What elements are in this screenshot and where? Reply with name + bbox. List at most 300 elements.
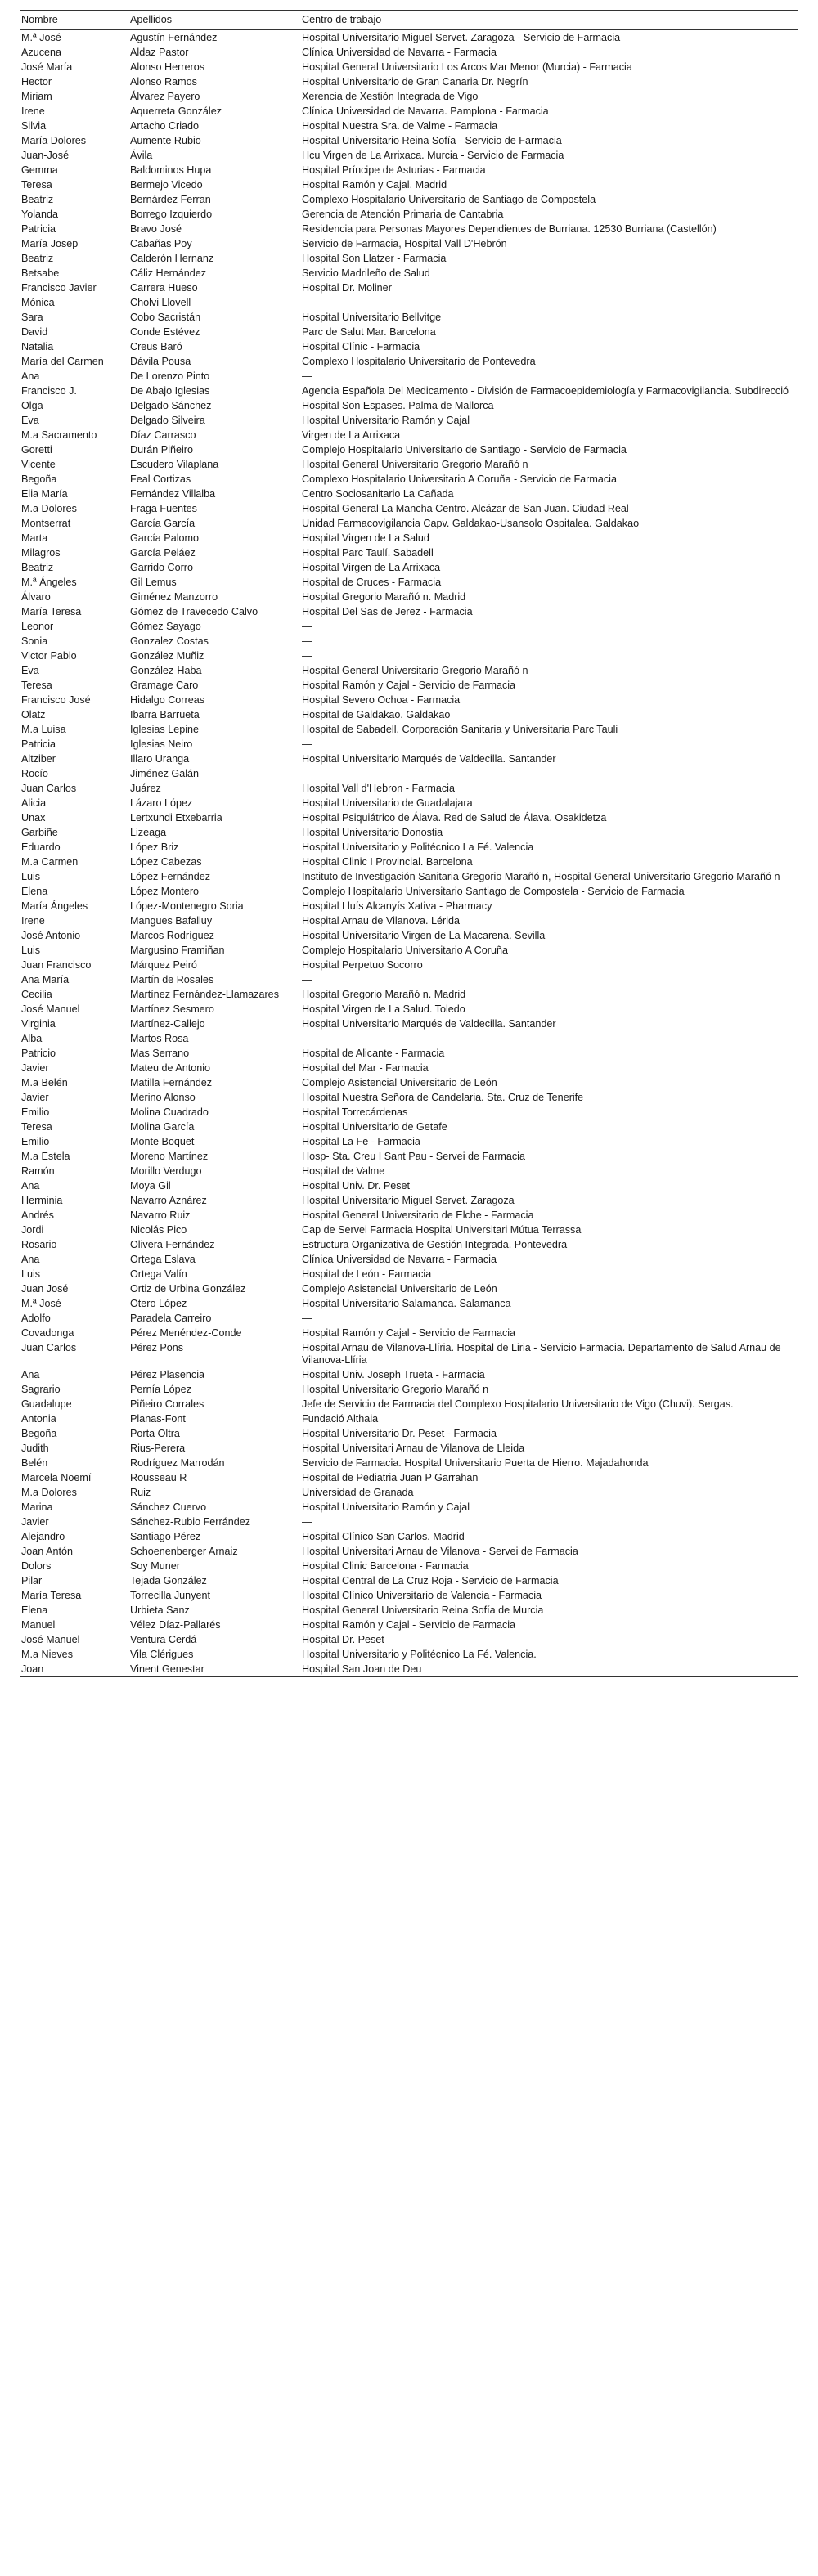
- cell-name: Patricio: [21, 1047, 56, 1059]
- cell-name: Eduardo: [21, 841, 61, 853]
- cell-workplace: Hospital de Galdakao. Galdakao: [302, 708, 451, 720]
- table-row: [20, 825, 798, 840]
- table-row: [20, 1164, 798, 1178]
- cell-surname: Gómez de Travecedo Calvo: [130, 605, 258, 617]
- cell-workplace: Hospital Virgen de La Salud. Toledo: [302, 1003, 465, 1015]
- table-row: [20, 516, 798, 531]
- cell-workplace: Instituto de Investigación Sanitaria Gregorio Marañó n, Hospital General Universitario Gregorio Marañó n: [302, 870, 780, 882]
- cell-workplace: Hospital Universitario Dr. Peset - Farmacia: [302, 1427, 497, 1439]
- cell-workplace: Hospital de Alicante - Farmacia: [302, 1047, 445, 1059]
- cell-workplace: Hospital Universitario y Politécnico La Fé. Valencia: [302, 841, 534, 853]
- cell-surname: Paradela Carreiro: [130, 1312, 212, 1324]
- cell-surname: Ventura Cerdá: [130, 1633, 197, 1645]
- cell-workplace: Hospital Universitari Arnau de Vilanova de Lleida: [302, 1442, 525, 1454]
- cell-name: Alejandro: [21, 1530, 65, 1542]
- cell-surname: Planas-Font: [130, 1412, 186, 1425]
- cell-workplace: Hospital General Universitario Los Arcos Mar Menor (Murcia) - Farmacia: [302, 61, 632, 73]
- cell-workplace: Hospital Universitari Arnau de Vilanova - Servei de Farmacia: [302, 1545, 578, 1557]
- cell-surname: Iglesias Neiro: [130, 738, 193, 750]
- cell-name: Luis: [21, 870, 41, 882]
- cell-workplace: Parc de Salut Mar. Barcelona: [302, 325, 436, 338]
- cell-workplace: Hospital Clinic I Provincial. Barcelona: [302, 855, 473, 868]
- table-row: [20, 1340, 798, 1367]
- cell-surname: Moreno Martínez: [130, 1150, 209, 1162]
- cell-name: Ana María: [21, 973, 70, 985]
- cell-workplace: —: [302, 767, 312, 779]
- table-row: [20, 487, 798, 501]
- cell-name: M.a Estela: [21, 1150, 70, 1162]
- cell-surname: Álvarez Payero: [130, 90, 200, 102]
- cell-surname: Molina Cuadrado: [130, 1106, 209, 1118]
- cell-surname: Ortega Eslava: [130, 1253, 196, 1265]
- table-row: [20, 1397, 798, 1411]
- cell-surname: Bernárdez Ferran: [130, 193, 211, 205]
- cell-name: Juan Carlos: [21, 782, 77, 794]
- cell-surname: Aldaz Pastor: [130, 46, 189, 58]
- cell-surname: Escudero Vilaplana: [130, 458, 219, 470]
- table-row: [20, 119, 798, 133]
- cell-workplace: Unidad Farmacovigilancia Capv. Galdakao-Usansolo Ospitalea. Galdakao: [302, 517, 640, 529]
- header-workplace: Centro de trabajo: [302, 14, 382, 25]
- cell-name: María Teresa: [21, 605, 82, 617]
- cell-name: M.ª Ángeles: [21, 576, 77, 588]
- cell-workplace: Hospital Universitario Miguel Servet. Zaragoza: [302, 1194, 515, 1206]
- cell-surname: Aquerreta González: [130, 105, 222, 117]
- cell-workplace: Hospital Virgen de La Arrixaca: [302, 561, 441, 573]
- cell-name: Juan Francisco: [21, 958, 92, 971]
- cell-surname: Feal Cortizas: [130, 473, 191, 485]
- cell-workplace: Hospital Universitario Marqués de Valdecilla. Santander: [302, 1017, 556, 1030]
- cell-workplace: Hospital Universitario y Politécnico La Fé. Valencia.: [302, 1648, 537, 1660]
- cell-surname: Iglesias Lepine: [130, 723, 200, 735]
- cell-name: Irene: [21, 105, 45, 117]
- table-row: [20, 560, 798, 575]
- cell-workplace: Hospital Univ. Dr. Peset: [302, 1179, 411, 1192]
- cell-name: Teresa: [21, 1120, 52, 1133]
- cell-surname: Mas Serrano: [130, 1047, 190, 1059]
- cell-name: M.a Dolores: [21, 502, 77, 514]
- cell-name: Javier: [21, 1061, 49, 1074]
- cell-workplace: —: [302, 296, 312, 308]
- table-row: [20, 855, 798, 869]
- cell-name: Luis: [21, 1268, 41, 1280]
- cell-surname: Lizeaga: [130, 826, 167, 838]
- table-row: [20, 972, 798, 987]
- cell-surname: García García: [130, 517, 196, 529]
- cell-surname: Mateu de Antonio: [130, 1061, 211, 1074]
- cell-workplace: Hospital de Sabadell. Corporación Sanitaria y Universitaria Parc Tauli: [302, 723, 618, 735]
- cell-surname: Pérez Plasencia: [130, 1368, 205, 1380]
- cell-name: María del Carmen: [21, 355, 104, 367]
- cell-name: Marina: [21, 1501, 53, 1513]
- cell-workplace: —: [302, 973, 312, 985]
- cell-workplace: Hospital General La Mancha Centro. Alcázar de San Juan. Ciudad Real: [302, 502, 629, 514]
- cell-workplace: Hospital Universitario Bellvitge: [302, 311, 442, 323]
- cell-surname: Martín de Rosales: [130, 973, 214, 985]
- table-row: [20, 1237, 798, 1252]
- cell-surname: Nicolás Pico: [130, 1223, 187, 1236]
- cell-surname: Olivera Fernández: [130, 1238, 215, 1250]
- cell-name: M.a Belén: [21, 1076, 68, 1088]
- cell-workplace: Hospital Clínico San Carlos. Madrid: [302, 1530, 465, 1542]
- cell-surname: López Montero: [130, 885, 200, 897]
- table-row: [20, 472, 798, 487]
- table-row: [20, 531, 798, 545]
- cell-workplace: Clínica Universidad de Navarra. Pamplona - Farmacia: [302, 105, 549, 117]
- table-row: [20, 869, 798, 884]
- cell-surname: Conde Estévez: [130, 325, 200, 338]
- cell-workplace: Servicio Madrileño de Salud: [302, 267, 430, 279]
- table-row: [20, 604, 798, 619]
- table-row: [20, 1120, 798, 1134]
- cell-workplace: —: [302, 1032, 312, 1044]
- cell-surname: Ortega Valín: [130, 1268, 187, 1280]
- cell-name: Virginia: [21, 1017, 56, 1030]
- cell-workplace: Complexo Hospitalario Universitario de Pontevedra: [302, 355, 536, 367]
- cell-surname: González-Haba: [130, 664, 202, 676]
- cell-workplace: Hospital Severo Ochoa - Farmacia: [302, 693, 461, 706]
- cell-surname: Alonso Herreros: [130, 61, 204, 73]
- table-row: [20, 236, 798, 251]
- cell-workplace: Hospital Arnau de Vilanova-Llíria. Hospital de Liria - Servicio Farmacia. Departamento de Salud Arnau de Vilanova-Llíria: [302, 1341, 781, 1366]
- cell-surname: Gramage Caro: [130, 679, 199, 691]
- cell-workplace: —: [302, 649, 312, 662]
- cell-name: Ana: [21, 1253, 40, 1265]
- cell-surname: Urbieta Sanz: [130, 1604, 190, 1616]
- cell-surname: Navarro Ruiz: [130, 1209, 191, 1221]
- table-row: [20, 104, 798, 119]
- cell-surname: Carrera Hueso: [130, 281, 198, 294]
- cell-name: M.a Luisa: [21, 723, 66, 735]
- cell-workplace: Hospital Universitario Marqués de Valdecilla. Santander: [302, 752, 556, 765]
- cell-surname: Pernía López: [130, 1383, 191, 1395]
- cell-workplace: —: [302, 635, 312, 647]
- cell-surname: Vélez Díaz-Pallarés: [130, 1618, 221, 1631]
- table-row: [20, 1134, 798, 1149]
- cell-workplace: Hospital Clínico Universitario de Valencia - Farmacia: [302, 1589, 542, 1601]
- table-row: [20, 369, 798, 384]
- table-row: [20, 339, 798, 354]
- table-row: [20, 1559, 798, 1573]
- cell-name: Miriam: [21, 90, 52, 102]
- table-row: [20, 1105, 798, 1120]
- table-row: [20, 325, 798, 339]
- cell-surname: De Abajo Iglesias: [130, 384, 210, 397]
- cell-surname: Dávila Pousa: [130, 355, 191, 367]
- cell-surname: Bravo José: [130, 222, 182, 235]
- cell-workplace: Hospital San Joan de Deu: [300, 1662, 798, 1677]
- cell-name: Beatriz: [21, 252, 54, 264]
- table-row: [20, 428, 798, 442]
- cell-name: María Josep: [21, 237, 79, 249]
- table-row: [20, 222, 798, 236]
- table-row: [20, 575, 798, 590]
- cell-surname: Ruiz: [130, 1486, 151, 1498]
- cell-surname: Artacho Criado: [130, 119, 199, 132]
- table-row: [20, 89, 798, 104]
- cell-surname: Tejada González: [130, 1574, 207, 1586]
- cell-workplace: Hospital Son Llatzer - Farmacia: [302, 252, 447, 264]
- cell-surname: Pérez Menéndez-Conde: [130, 1326, 242, 1339]
- table-row: [20, 1326, 798, 1340]
- cell-name: José Antonio: [21, 929, 81, 941]
- cell-surname: Giménez Manzorro: [130, 590, 218, 603]
- cell-surname: Fernández Villalba: [130, 487, 216, 500]
- cell-workplace: Hospital Universitario Donostia: [302, 826, 443, 838]
- cell-name: Javier: [21, 1515, 49, 1528]
- cell-name: Francisco J.: [21, 384, 77, 397]
- cell-surname: Vinent Genestar: [128, 1662, 300, 1677]
- cell-surname: Soy Muner: [130, 1560, 180, 1572]
- cell-surname: Schoenenberger Arnaiz: [130, 1545, 238, 1557]
- cell-workplace: Hospital Universitario Ramón y Cajal: [302, 414, 470, 426]
- cell-surname: Borrego Izquierdo: [130, 208, 213, 220]
- cell-name: José Manuel: [21, 1003, 80, 1015]
- cell-name: Garbiñe: [21, 826, 58, 838]
- cell-surname: Martos Rosa: [130, 1032, 189, 1044]
- cell-surname: Navarro Aznárez: [130, 1194, 207, 1206]
- table-row: [20, 1411, 798, 1426]
- cell-name: Manuel: [21, 1618, 56, 1631]
- cell-name: Antonia: [21, 1412, 56, 1425]
- table-row: [20, 251, 798, 266]
- cell-surname: Morillo Verdugo: [130, 1165, 202, 1177]
- cell-workplace: Complejo Hospitalario Universitario A Coruña: [302, 944, 508, 956]
- table-row: [20, 45, 798, 60]
- cell-name: Joan Antón: [21, 1545, 74, 1557]
- table-row: [20, 1223, 798, 1237]
- table-row: [20, 1647, 798, 1662]
- table-row: [20, 752, 798, 766]
- cell-name: Eva: [21, 664, 39, 676]
- table-row: [20, 1662, 798, 1677]
- cell-workplace: Hospital de Valme: [302, 1165, 385, 1177]
- cell-name: Emilio: [21, 1135, 50, 1147]
- cell-workplace: Hospital Univ. Joseph Trueta - Farmacia: [302, 1368, 485, 1380]
- cell-workplace: Hospital General Universitario Reina Sofía de Murcia: [302, 1604, 544, 1616]
- cell-surname: Matilla Fernández: [130, 1076, 213, 1088]
- cell-workplace: Gerencia de Atención Primaria de Cantabria: [302, 208, 504, 220]
- cell-name: Juan-José: [21, 149, 70, 161]
- cell-surname: Calderón Hernanz: [130, 252, 214, 264]
- cell-surname: Gómez Sayago: [130, 620, 201, 632]
- table-row: [20, 913, 798, 928]
- table-row: [20, 634, 798, 648]
- cell-surname: De Lorenzo Pinto: [130, 370, 210, 382]
- table-row: [20, 1588, 798, 1603]
- cell-name: M.a Sacramento: [21, 429, 97, 441]
- cell-surname: Sánchez-Rubio Ferrández: [130, 1515, 251, 1528]
- cell-name: Guadalupe: [21, 1398, 72, 1410]
- cell-name: Mónica: [21, 296, 55, 308]
- cell-name: Patricia: [21, 738, 56, 750]
- table-row: [20, 1252, 798, 1267]
- table-row: [20, 1046, 798, 1061]
- table-row: [20, 1061, 798, 1075]
- cell-surname: Martínez-Callejo: [130, 1017, 205, 1030]
- cell-surname: Garrido Corro: [130, 561, 193, 573]
- cell-surname: Merino Alonso: [130, 1091, 196, 1103]
- table-row: [20, 1002, 798, 1016]
- cell-name: Cecilia: [21, 988, 52, 1000]
- cell-surname: Cobo Sacristán: [130, 311, 201, 323]
- cell-name: Gemma: [21, 164, 58, 176]
- table-row: [20, 1193, 798, 1208]
- cell-workplace: Hospital Universitario Reina Sofía - Servicio de Farmacia: [302, 134, 562, 146]
- cell-workplace: Hospital Perpetuo Socorro: [302, 958, 423, 971]
- cell-surname: Cáliz Hernández: [130, 267, 207, 279]
- cell-workplace: Virgen de La Arrixaca: [302, 429, 401, 441]
- table-body: [20, 30, 798, 1677]
- table-row: [20, 987, 798, 1002]
- table-row: [20, 177, 798, 192]
- table-row: [20, 1367, 798, 1382]
- cell-workplace: Hospital Son Espases. Palma de Mallorca: [302, 399, 494, 411]
- cell-surname: Gil Lemus: [130, 576, 177, 588]
- cell-workplace: —: [302, 1312, 312, 1324]
- cell-workplace: Hospital Ramón y Cajal - Servicio de Farmacia: [302, 1618, 516, 1631]
- cell-name: Eva: [21, 414, 39, 426]
- cell-name: Herminia: [21, 1194, 63, 1206]
- cell-surname: Rodríguez Marrodán: [130, 1456, 225, 1469]
- table-row: [20, 781, 798, 796]
- cell-name: Sonia: [21, 635, 48, 647]
- cell-workplace: Cap de Servei Farmacia Hospital Universitari Mútua Terrassa: [302, 1223, 582, 1236]
- cell-name: Patricia: [21, 222, 56, 235]
- table-row: [20, 796, 798, 810]
- cell-name: Teresa: [21, 178, 52, 191]
- cell-name: Juan Carlos: [21, 1341, 77, 1353]
- table-row: [20, 1267, 798, 1281]
- cell-name: M.a Carmen: [21, 855, 79, 868]
- cell-workplace: Centro Sociosanitario La Cañada: [302, 487, 454, 500]
- cell-workplace: Complexo Hospitalario Universitario A Coruña - Servicio de Farmacia: [302, 473, 617, 485]
- table-row: [20, 1149, 798, 1164]
- table-row: [20, 192, 798, 207]
- cell-name: Elia María: [21, 487, 68, 500]
- table-row: [20, 1456, 798, 1470]
- cell-name: Leonor: [21, 620, 54, 632]
- table-row: [20, 1426, 798, 1441]
- table-row: [20, 619, 798, 634]
- cell-surname: Pérez Pons: [130, 1341, 184, 1353]
- cell-name: Beatriz: [21, 561, 54, 573]
- cell-name: Yolanda: [21, 208, 59, 220]
- cell-surname: Martínez Fernández-Llamazares: [130, 988, 279, 1000]
- table-row: [20, 1016, 798, 1031]
- cell-workplace: Hospital Gregorio Marañó n. Madrid: [302, 988, 466, 1000]
- cell-surname: Creus Baró: [130, 340, 182, 352]
- cell-name: Altziber: [21, 752, 56, 765]
- cell-name: Vicente: [21, 458, 56, 470]
- table-row: [20, 943, 798, 958]
- table-row: [20, 60, 798, 74]
- cell-surname: Juárez: [130, 782, 161, 794]
- cell-workplace: Hosp- Sta. Creu I Sant Pau - Servei de Farmacia: [302, 1150, 525, 1162]
- cell-surname: Agustín Fernández: [130, 31, 218, 43]
- table-row: [20, 148, 798, 163]
- cell-surname: Bermejo Vicedo: [130, 178, 203, 191]
- cell-workplace: Hospital Central de La Cruz Roja - Servicio de Farmacia: [302, 1574, 559, 1586]
- cell-workplace: Xerencia de Xestión Integrada de Vigo: [302, 90, 479, 102]
- cell-surname: Gonzalez Costas: [130, 635, 209, 647]
- cell-workplace: Residencia para Personas Mayores Dependientes de Burriana. 12530 Burriana (Castellón): [302, 222, 717, 235]
- cell-surname: Aumente Rubio: [130, 134, 201, 146]
- table-row: [20, 1441, 798, 1456]
- cell-surname: García Palomo: [130, 532, 199, 544]
- cell-name: Montserrat: [21, 517, 71, 529]
- cell-name: Ana: [21, 370, 40, 382]
- table-row: [20, 1382, 798, 1397]
- cell-surname: Margusino Framiñan: [130, 944, 225, 956]
- cell-workplace: Hospital de León - Farmacia: [302, 1268, 432, 1280]
- cell-name: Victor Pablo: [21, 649, 77, 662]
- table-row: [20, 384, 798, 398]
- table-row: [20, 1311, 798, 1326]
- table-row: [20, 1296, 798, 1311]
- cell-workplace: Hospital Lluís Alcanyís Xativa - Pharmacy: [302, 900, 492, 912]
- cell-name: Adolfo: [21, 1312, 51, 1324]
- cell-surname: Molina García: [130, 1120, 195, 1133]
- cell-name: Ramón: [21, 1165, 55, 1177]
- cell-name: Irene: [21, 914, 45, 927]
- table-row: [20, 295, 798, 310]
- table-row: [20, 310, 798, 325]
- cell-name: Belén: [21, 1456, 48, 1469]
- cell-name: Pilar: [21, 1574, 43, 1586]
- cell-surname: García Peláez: [130, 546, 196, 559]
- table-row: [20, 766, 798, 781]
- table-row: [20, 207, 798, 222]
- table-row: [20, 1500, 798, 1515]
- cell-workplace: Jefe de Servicio de Farmacia del Complexo Hospitalario Universitario de Vigo (Chuvi). Sergas.: [302, 1398, 734, 1410]
- cell-workplace: Complejo Hospitalario Universitario de Santiago - Servicio de Farmacia: [302, 443, 627, 456]
- cell-workplace: Hospital Universitario de Gran Canaria Dr. Negrín: [302, 75, 528, 88]
- cell-workplace: Hospital Vall d'Hebron - Farmacia: [302, 782, 455, 794]
- table-row: [20, 958, 798, 972]
- header-row: [20, 11, 798, 30]
- cell-workplace: Hospital Torrecárdenas: [302, 1106, 408, 1118]
- cell-name: Betsabe: [21, 267, 60, 279]
- cell-surname: López-Montenegro Soria: [130, 900, 244, 912]
- cell-surname: López Cabezas: [130, 855, 202, 868]
- cell-name: María Dolores: [21, 134, 87, 146]
- cell-surname: Rousseau R: [130, 1471, 187, 1483]
- cell-name: Sara: [21, 311, 43, 323]
- table-row: [20, 280, 798, 295]
- cell-workplace: Hospital Psiquiátrico de Álava. Red de Salud de Álava. Osakidetza: [302, 811, 607, 824]
- cell-workplace: —: [302, 370, 312, 382]
- cell-workplace: Hospital Nuestra Sra. de Valme - Farmacia: [302, 119, 498, 132]
- cell-surname: Illaro Uranga: [130, 752, 190, 765]
- cell-name: Unax: [21, 811, 46, 824]
- table-row: [20, 810, 798, 825]
- cell-surname: Porta Oltra: [130, 1427, 180, 1439]
- cell-workplace: Clínica Universidad de Navarra - Farmacia: [302, 46, 497, 58]
- cell-workplace: —: [302, 1515, 312, 1528]
- cell-name: Teresa: [21, 679, 52, 691]
- table-row: [20, 30, 798, 46]
- cell-name: M.a Nieves: [21, 1648, 73, 1660]
- cell-name: Goretti: [21, 443, 52, 456]
- table-row: [20, 693, 798, 707]
- cell-surname: Santiago Pérez: [130, 1530, 201, 1542]
- staff-table: [20, 10, 798, 1677]
- cell-workplace: Complejo Hospitalario Universitario Santiago de Compostela - Servicio de Farmacia: [302, 885, 685, 897]
- cell-workplace: Fundació Althaia: [302, 1412, 379, 1425]
- cell-name: Francisco Javier: [21, 281, 97, 294]
- cell-surname: Cholvi Llovell: [130, 296, 191, 308]
